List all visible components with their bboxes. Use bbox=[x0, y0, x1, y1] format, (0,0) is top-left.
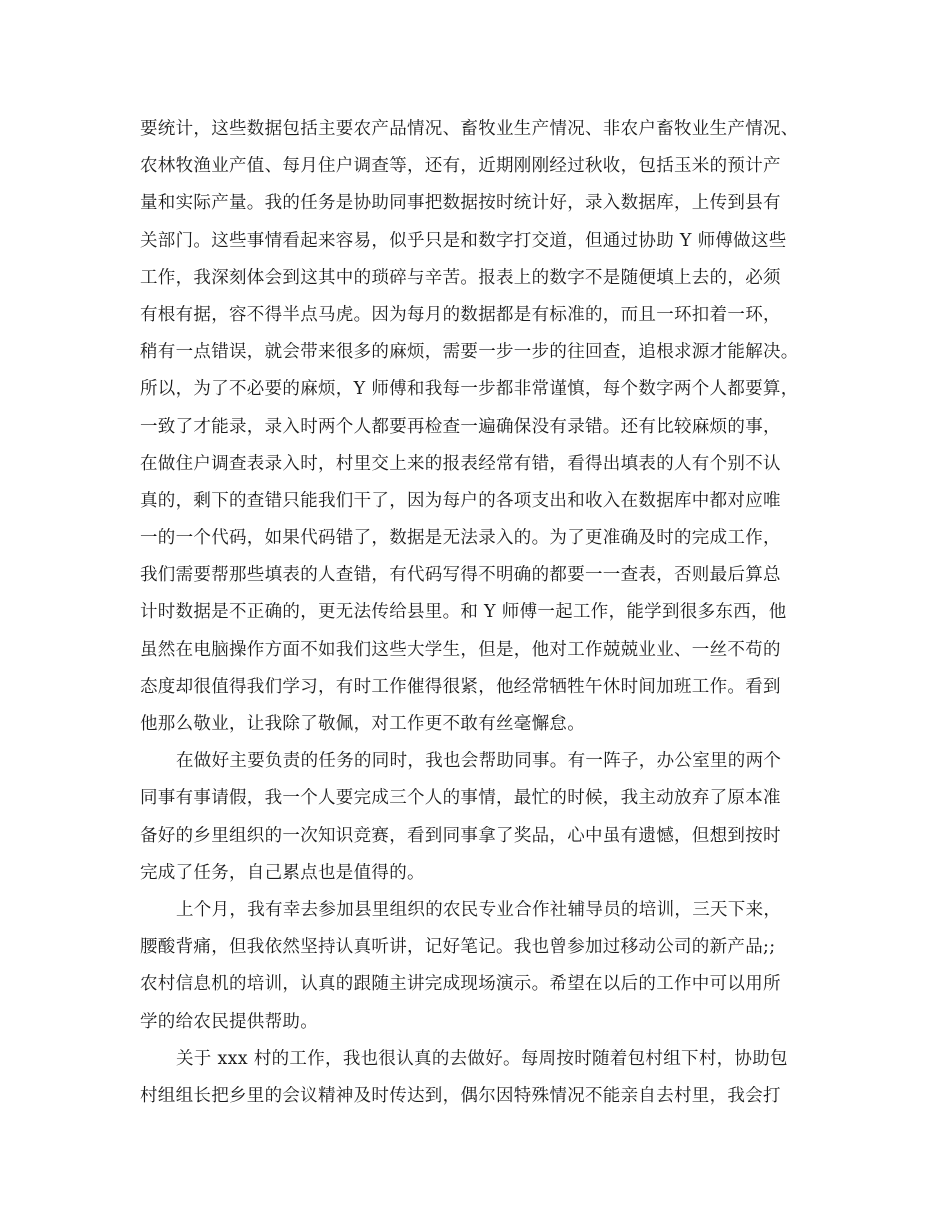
text-line: 量和实际产量。我的任务是协助同事把数据按时统计好，录入数据库，上传到县有 bbox=[140, 193, 781, 214]
text-line: 完成了任务，自己累点也是值得的。 bbox=[140, 862, 425, 883]
text-line: 学的给农民提供帮助。 bbox=[140, 1011, 318, 1032]
text-line: 稍有一点错误，就会带来很多的麻烦，需要一步一步的往回查，追根求源才能解决。 bbox=[140, 342, 799, 363]
text-line: 农林牧渔业产值、每月住户调查等，还有，近期刚刚经过秋收，包括玉米的预计产 bbox=[140, 156, 781, 177]
text-line: 计时数据是不正确的，更无法传给县里。和 Y 师傅一起工作，能学到很多东西，他 bbox=[140, 602, 787, 623]
text-line: 态度却很值得我们学习，有时工作催得很紧，他经常牺牲午休时间加班工作。看到 bbox=[140, 676, 781, 697]
text-line: 一致了才能录，录入时两个人都要再检查一遍确保没有录错。还有比较麻烦的事， bbox=[140, 416, 781, 437]
text-line: 虽然在电脑操作方面不如我们这些大学生，但是，他对工作兢兢业业、一丝不苟的 bbox=[140, 639, 781, 660]
text-line: 上个月，我有幸去参加县里组织的农民专业合作社辅导员的培训，三天下来， bbox=[176, 899, 782, 920]
text-line: 备好的乡里组织的一次知识竞赛，看到同事拿了奖品，心中虽有遗憾，但想到按时 bbox=[140, 825, 781, 846]
text-line: 农村信息机的培训，认真的跟随主讲完成现场演示。希望在以后的工作中可以用所 bbox=[140, 974, 781, 995]
text-line: 有根有据，容不得半点马虎。因为每月的数据都是有标准的，而且一环扣着一环， bbox=[140, 304, 781, 325]
text-line: 要统计，这些数据包括主要农产品情况、畜牧业生产情况、非农户畜牧业生产情况、 bbox=[140, 119, 799, 139]
text-line: 关于 xxx 村的工作，我也很认真的去做好。每周按时随着包村组下村，协助包 bbox=[176, 1048, 788, 1069]
text-line: 腰酸背痛，但我依然坚持认真听讲，记好笔记。我也曾参加过移动公司的新产品;; bbox=[140, 937, 776, 958]
text-line: 村组组长把乡里的会议精神及时传达到，偶尔因特殊情况不能亲自去村里，我会打 bbox=[140, 1085, 781, 1106]
text-line: 在做好主要负责的任务的同时，我也会帮助同事。有一阵子，办公室里的两个 bbox=[176, 751, 782, 772]
text-line: 所以，为了不必要的麻烦，Y 师傅和我每一步都非常谨慎，每个数字两个人都要算， bbox=[140, 379, 799, 400]
text-line: 关部门。这些事情看起来容易，似乎只是和数字打交道，但通过协助 Y 师傅做这些 bbox=[140, 230, 787, 251]
text-line: 他那么敬业，让我除了敬佩，对工作更不敢有丝毫懈怠。 bbox=[140, 714, 585, 734]
text-line: 在做住户调查表录入时，村里交上来的报表经常有错，看得出填表的人有个别不认 bbox=[140, 453, 781, 474]
document-body bbox=[140, 111, 820, 1115]
text-line: 同事有事请假，我一个人要完成三个人的事情，最忙的时候，我主动放弃了原本准 bbox=[140, 788, 781, 809]
text-line: 一的一个代码，如果代码错了，数据是无法录入的。为了更准确及时的完成工作， bbox=[140, 528, 781, 549]
text-line: 真的，剩下的查错只能我们干了，因为每户的各项支出和收入在数据库中都对应唯 bbox=[140, 490, 781, 511]
text-line: 我们需要帮那些填表的人查错，有代码写得不明确的都要一一查表，否则最后算总 bbox=[140, 565, 781, 586]
text-line: 工作，我深刻体会到这其中的琐碎与辛苦。报表上的数字不是随便填上去的，必须 bbox=[140, 267, 781, 288]
